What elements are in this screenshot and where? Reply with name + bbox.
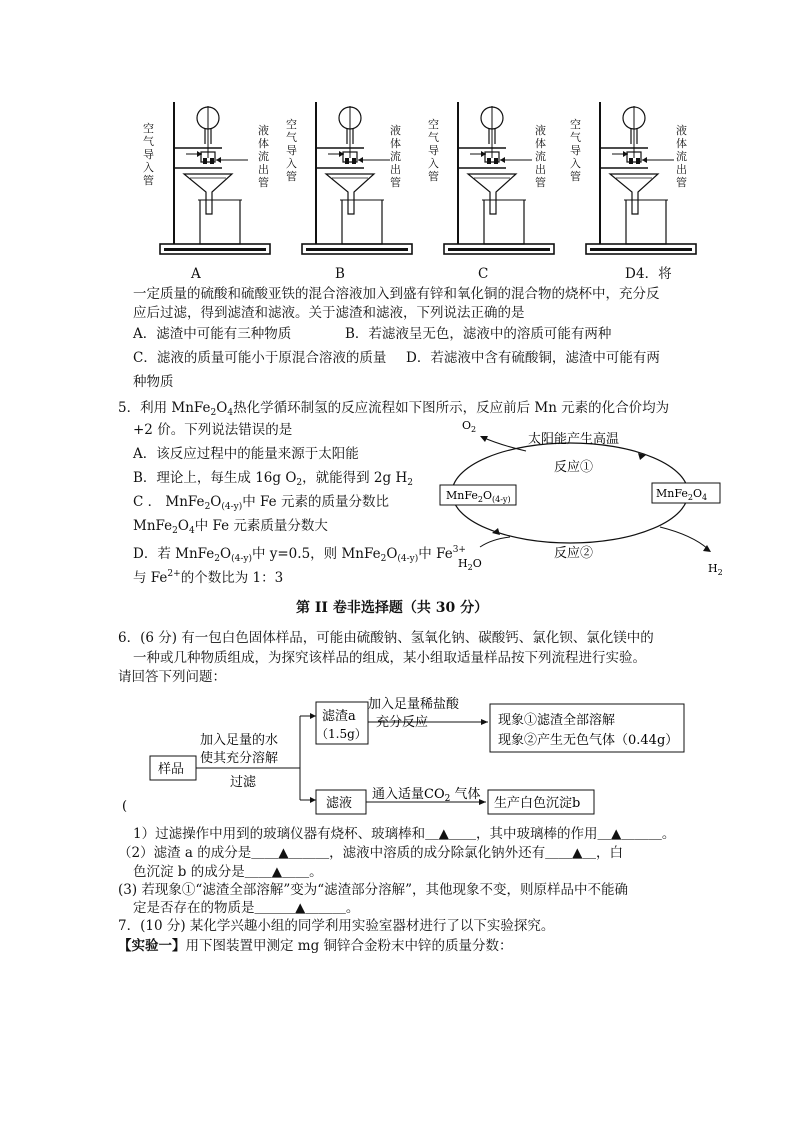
q5-option-c-line2: $MnFe_2O_4$中 Fe 元素质量分数大 — [133, 518, 328, 536]
q6-stem-line3: 请回答下列问题： — [118, 669, 226, 685]
flow-phen1: 现象①滤渣全部溶解 — [498, 713, 616, 728]
apparatus-a-right-label: 液体流出管 — [258, 124, 269, 189]
q5-option-d-c: 中 Fe — [418, 546, 453, 562]
q5-sub-2a: 2 — [210, 408, 217, 418]
q6-flowchart — [118, 692, 698, 830]
q6-sub2-line1: （2）滤渣 a 的成分是＿＿▲＿＿＿，滤液中溶质的成分除氯化钠外还有＿＿▲＿，白 — [118, 845, 623, 861]
cycle-o2-sub: 2 — [471, 425, 477, 434]
cycle-left-text: MnFe — [446, 489, 478, 502]
q5-sub-2f: 2 — [214, 554, 220, 564]
flow-co2-sub: 2 — [444, 794, 451, 804]
q5-stem-line1: 5．利用 $MnFe_2O_4$热化学循环制氢的反应流程如下图所示，反应前后 Mn 元素的化合价均为 — [118, 400, 670, 418]
apparatus-d-left-label: 空气导入管 — [570, 118, 581, 183]
cycle-h2o-tail: O — [472, 557, 482, 570]
flow-co2: 通入适量CO — [372, 787, 445, 802]
q4-option-b: B．若滤液呈无色，滤液中的溶质可能有两种 — [345, 326, 612, 342]
q5-sup-3: 3+ — [452, 545, 466, 555]
flow-filtrate: 滤液 — [326, 796, 353, 811]
q5-option-c-a: C ． MnFe — [133, 494, 205, 510]
q6-sub3-line1: (3) 若现象①“滤渣全部溶解”变为“滤渣部分溶解”，其他现象不变，则原样品中不能确 — [118, 882, 629, 898]
q4-number: 4．将 — [636, 266, 672, 282]
q5-sub-4y-b: (4-y) — [231, 554, 252, 564]
q5-option-a: A．该反应过程中的能量来源于太阳能 — [133, 446, 359, 462]
apparatus-b-right-label: 液体流出管 — [390, 124, 401, 189]
apparatus-c-left-label: 空气导入管 — [428, 118, 439, 183]
q5-sub-4a: 4 — [227, 408, 234, 418]
cycle-h2o-sub: 2 — [467, 563, 473, 572]
cycle-top-text: 太阳能产生高温 — [528, 432, 620, 447]
cycle-right-sub2: 4 — [702, 493, 708, 502]
svg-text:O2 — [462, 419, 476, 434]
q5-option-c2-a: MnFe — [133, 518, 173, 534]
cycle-right-mid: O — [692, 487, 703, 500]
apparatus-label-a: A — [191, 266, 201, 282]
apparatus-label-b: B — [335, 266, 345, 282]
flow-phen2: 现象②产生无色气体（0.44g） — [498, 733, 679, 748]
q5-option-b-a: B．理论上，每生成 16g O — [133, 470, 297, 486]
q5-sub-2c: 2 — [407, 478, 413, 488]
flow-residue-a: 滤渣a — [322, 709, 356, 724]
q6-sub2-line2: 色沉淀 b 的成分是＿＿▲＿＿。 — [133, 864, 323, 880]
q4-stem-line2: 应后过滤，得到滤渣和滤液。关于滤渣和滤液，下列说法正确的是 — [133, 305, 525, 321]
cycle-right-sub: 2 — [687, 493, 693, 502]
q5-sub-2d: 2 — [204, 502, 211, 512]
q6-sub1: 1）过滤操作中用到的玻璃仪器有烧杯、玻璃棒和＿▲＿＿，其中玻璃棒的作用＿▲＿＿＿。 — [133, 826, 676, 842]
q4-option-a: A．滤渣中可能有三种物质 — [133, 326, 292, 342]
svg-text:H2 — [708, 562, 723, 577]
q5-sup-2: 2+ — [167, 569, 181, 579]
apparatus-label-c: C — [478, 266, 489, 282]
cycle-o2: O — [462, 419, 472, 432]
apparatus-a-left-label: 空气导入管 — [143, 122, 154, 187]
flow-acid2: 充分反应 — [376, 715, 429, 730]
cycle-right-text: MnFe — [656, 487, 688, 500]
q4-stem-line1: 一定质量的硫酸和硫酸亚铁的混合溶液加入到盛有锌和氧化铜的混合物的烧杯中，充分反 — [133, 286, 660, 302]
flow-step-water1: 加入足量的水 — [200, 733, 279, 748]
q5-option-c-b: 中 Fe 元素的质量分数比 — [242, 494, 389, 510]
q5-sub-4y-c: (4-y) — [397, 554, 419, 564]
q5-stem-a: 5．利用 MnFe — [118, 400, 211, 416]
q7-experiment-text: 用下图装置甲测定 mg 铜锌合金粉末中锌的质量分数： — [185, 938, 513, 954]
flow-residue-mass: （1.5g） — [316, 727, 367, 741]
flow-white-ppt: 生产白色沉淀b — [494, 796, 581, 811]
flow-acid1: 加入足量稀盐酸 — [368, 697, 460, 712]
cycle-h2: H — [708, 562, 718, 575]
q5-cycle-diagram — [430, 415, 730, 580]
q5-stem-line2: +2 价。下列说法错误的是 — [133, 422, 293, 438]
flow-paren: ( — [122, 799, 128, 814]
section-title: 第 II 卷非选择题（共 30 分） — [296, 600, 489, 616]
cycle-left-sub: 2 — [477, 495, 483, 504]
q4-option-c: C．滤液的质量可能小于原混合溶液的质量 — [133, 350, 387, 366]
svg-text:通入适量CO2 气体 — [372, 786, 480, 804]
q4-option-d: D．若滤液中含有硫酸铜，滤渣中可能有两 — [406, 350, 660, 366]
q5-option-d2-a: 与 Fe — [133, 570, 168, 586]
q5-stem-b: 热化学循环制氢的反应流程如下图所示，反应前后 Mn 元素的化合价均为 — [233, 400, 670, 416]
q5-option-c-line1: C ． $MnFe_2O_{(4-y)}$中 Fe 元素的质量分数比 — [133, 494, 389, 512]
cycle-reaction1: 反应① — [554, 460, 594, 475]
q5-sub-4b: 4 — [188, 526, 195, 536]
apparatus-b-left-label: 空气导入管 — [286, 118, 297, 183]
cycle-h2-sub: 2 — [717, 568, 723, 577]
q5-option-d-b: 中 y=0.5，则 MnFe — [251, 546, 381, 562]
flow-step-water2: 使其充分溶解 — [200, 751, 279, 766]
q5-option-d-a: D．若 MnFe — [133, 546, 215, 562]
q5-sub-4y-a: (4-y) — [221, 502, 243, 512]
q5-option-d-line1: D．若 $MnFe_2O_{(4-y)}$中 y=0.5，则 $MnFe_2O_{(4-y)}$中 $Fe^{3+}$ — [133, 545, 466, 564]
apparatus-a — [160, 102, 270, 254]
q6-stem-line1: 6．(6 分) 有一包白色固体样品，可能由硫酸钠、氢氧化钠、碳酸钙、氯化钡、氯化镁中的 — [118, 630, 654, 646]
apparatus-d-right-label: 液体流出管 — [676, 124, 687, 189]
q6-stem-line2: 一种或几种物质组成，为探究该样品的组成，某小组取适量样品按下列流程进行实验。 — [133, 650, 646, 666]
q5-option-d-line2 — [133, 564, 283, 588]
q5-option-b — [133, 468, 413, 493]
flow-sample: 样品 — [158, 762, 185, 777]
q6-sub3-line2: 定是否存在的物质是＿＿＿▲＿＿＿。 — [133, 900, 360, 916]
q5-option-b-b: ，就能得到 2g H — [302, 470, 408, 486]
q7-stem-line1: 7．(10 分) 某化学兴趣小组的同学利用实验室器材进行了以下实验探究。 — [118, 918, 555, 934]
svg-text:MnFe2O4 — [656, 487, 707, 502]
cycle-reaction2: 反应② — [554, 546, 594, 561]
q7-stem-line2 — [118, 936, 513, 956]
cycle-left-mid: O — [482, 489, 493, 502]
q4-option-d-cont: 种物质 — [133, 374, 174, 390]
q7-experiment-label: 【实验一】 — [118, 938, 186, 954]
q5-option-c2-b: 中 Fe 元素质量分数大 — [194, 518, 328, 534]
q5-sub-2e: 2 — [172, 526, 178, 536]
cycle-left-sub2: (4-y) — [492, 495, 511, 504]
flow-co2-tail: 气体 — [450, 787, 481, 802]
q5-sub-2g: 2 — [380, 554, 387, 564]
q5-option-d2-b: 的个数比为 1：3 — [180, 570, 284, 586]
apparatus-label-d: D — [625, 266, 636, 282]
cycle-h2o: H — [458, 557, 468, 570]
q5-sub-2b: 2 — [296, 478, 303, 488]
flow-step-filter: 过滤 — [230, 775, 257, 790]
apparatus-c-right-label: 液体流出管 — [535, 124, 546, 189]
svg-text:H2O — [458, 557, 482, 572]
